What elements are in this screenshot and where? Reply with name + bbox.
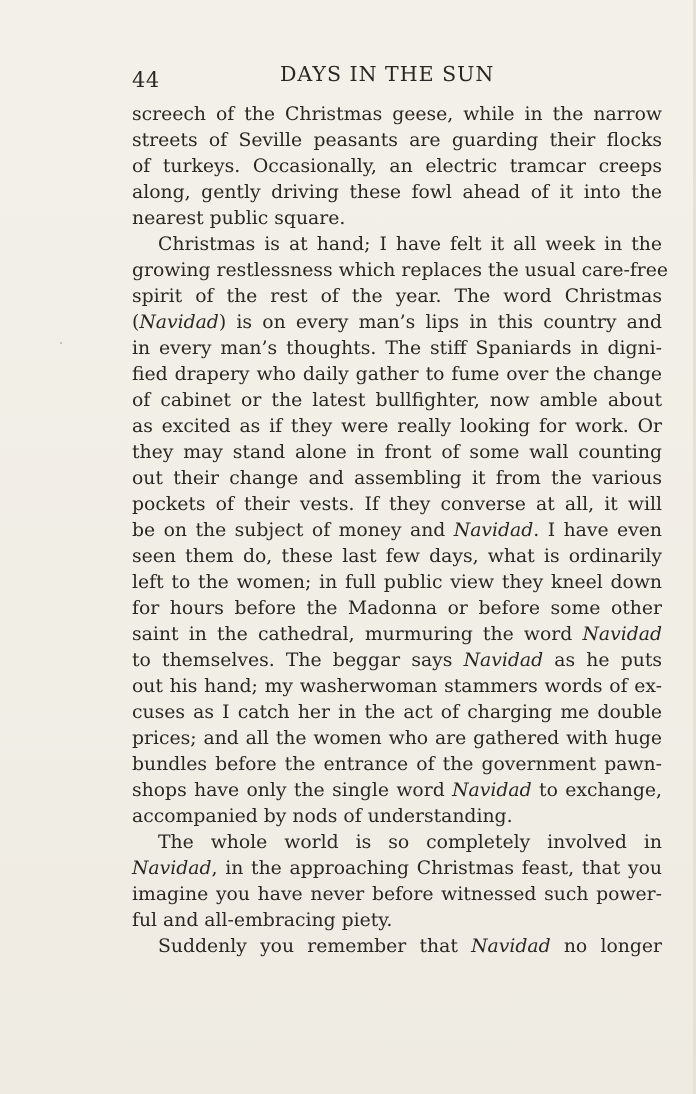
text-line: (Navidad) is on every man’s lips in this country and (132, 312, 662, 333)
paper-speck (60, 342, 62, 344)
text-line: in every man’s thoughts. The stiff Spaniards in digni- (132, 338, 662, 359)
text-line: ful and all-embracing piety. (132, 910, 393, 931)
text-line: they may stand alone in front of some wall counting (132, 442, 662, 463)
running-head: DAYS IN THE SUN (280, 62, 495, 86)
text-line: as excited as if they were really looking for work. Or (132, 416, 662, 437)
text-line: nearest public square. (132, 208, 346, 229)
text-line: out his hand; my washerwoman stammers words of ex- (132, 676, 662, 697)
text-line: fied drapery who daily gather to fume over the change (132, 364, 662, 385)
page-number: 44 (132, 68, 160, 92)
text-line: be on the subject of money and Navidad. I have even (132, 520, 662, 541)
text-line: growing restlessness which replaces the usual care-free (132, 260, 668, 281)
text-line: spirit of the rest of the year. The word Christmas (132, 286, 662, 307)
text-line: saint in the cathedral, murmuring the word Navidad (132, 624, 662, 645)
text-line: streets of Seville peasants are guarding their flocks (132, 130, 662, 151)
text-line: along, gently driving these fowl ahead of it into the (132, 182, 662, 203)
text-line: prices; and all the women who are gathered with huge (132, 728, 662, 749)
body-text (132, 102, 668, 960)
text-line: screech of the Christmas geese, while in the narrow (132, 104, 662, 125)
page-header (132, 60, 662, 90)
text-line: The whole world is so completely involved in (158, 832, 662, 853)
text-line: to themselves. The beggar says Navidad as he puts (132, 650, 663, 671)
text-line: shops have only the single word Navidad to exchange, (132, 780, 662, 801)
text-line: of turkeys. Occasionally, an electric tramcar creeps (132, 156, 662, 177)
text-line: Christmas is at hand; I have felt it all week in the (158, 234, 662, 255)
text-line: left to the women; in full public view they kneel down (132, 572, 662, 593)
text-line: seen them do, these last few days, what is ordinarily (132, 546, 662, 567)
text-line: Suddenly you remember that Navidad no longer (158, 936, 662, 957)
text-line: bundles before the entrance of the government pawn- (132, 754, 662, 775)
text-line: imagine you have never before witnessed such power- (132, 884, 662, 905)
text-line: of cabinet or the latest bullfighter, now amble about (132, 390, 662, 411)
text-line: out their change and assembling it from the various (132, 468, 662, 489)
text-line: Navidad, in the approaching Christmas feast, that you (132, 858, 662, 879)
text-line: for hours before the Madonna or before some other (132, 598, 662, 619)
text-line: accompanied by nods of understanding. (132, 806, 513, 827)
text-line: pockets of their vests. If they converse at all, it will (132, 494, 662, 515)
text-line: cuses as I catch her in the act of charging me double (132, 702, 662, 723)
